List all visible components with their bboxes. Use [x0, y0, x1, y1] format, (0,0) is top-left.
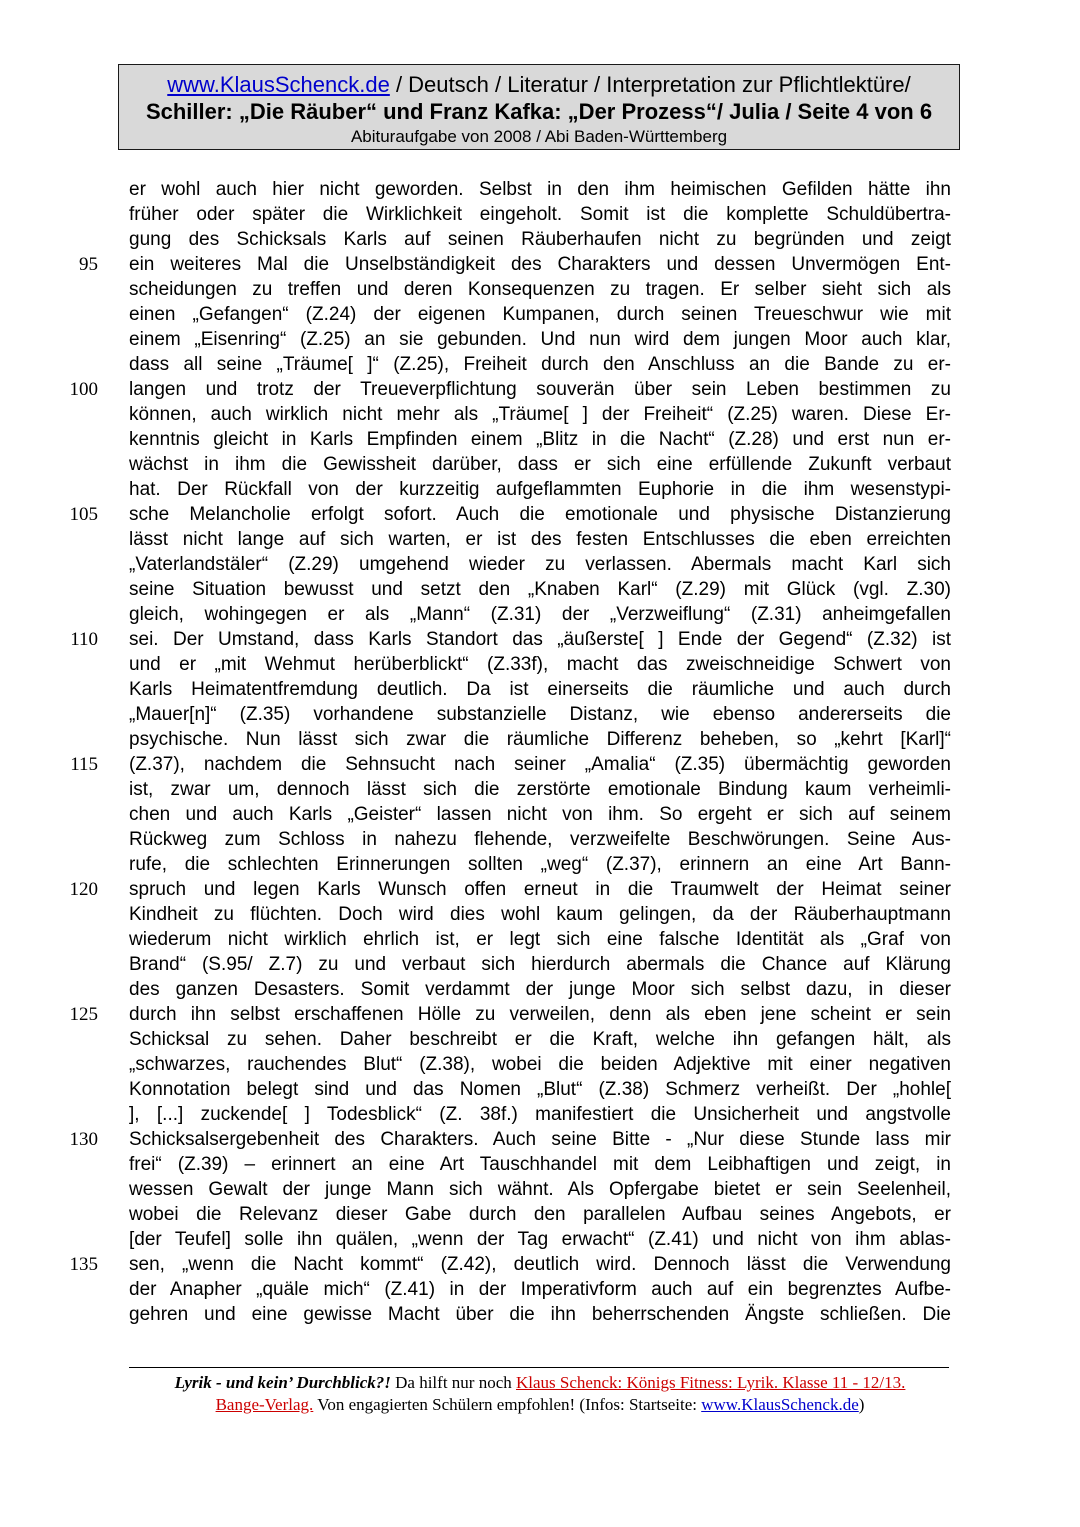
text-line: ], [...] zuckende[ ] Todesblick“ (Z. 38f.) manifestiert die Unsicherheit und angstvolle: [129, 1104, 951, 1125]
footer-text-1: Da hilft nur noch: [390, 1373, 516, 1392]
text-line: sche Melancholie erfolgt sofort. Auch die emotionale und physische Distanzierung: [129, 504, 951, 525]
header-site-link[interactable]: www.KlausSchenck.de: [167, 72, 390, 97]
line-number: 130: [69, 1129, 98, 1150]
body-text: [129, 177, 951, 1327]
text-line: „Vaterlandstäler“ (Z.29) umgehend wieder zu verlassen. Abermals macht Karl sich: [129, 554, 951, 575]
header-title: Schiller: „Die Räuber“ und Franz Kafka: „Der Prozess“/ Julia / Seite 4 von 6: [145, 99, 933, 124]
text-line: kenntnis gleicht in Karls Empfinden einem „Blitz in die Nacht“ (Z.28) und erst nun er-: [129, 429, 951, 450]
line-number: 115: [70, 754, 98, 775]
footer-publisher-link[interactable]: Bange-Verlag.: [215, 1395, 314, 1414]
text-line: früher oder später die Wirklichkeit eingeholt. Somit ist die komplette Schuldübertra-: [129, 204, 951, 225]
text-line: langen und trotz der Treueverpflichtung souverän über sein Leben bestimmen zu: [129, 379, 951, 400]
text-line: scheidungen zu treffen und deren Konsequenzen zu tragen. Er selber sieht sich als: [129, 279, 951, 300]
text-line: einem „Eisenring“ (Z.25) an sie gebunden. Und nun wird dem jungen Moor auch klar,: [129, 329, 951, 350]
text-line: rufe, die schlechten Erinnerungen sollten „weg“ (Z.37), erinnern an eine Art Bann-: [129, 854, 951, 875]
footer-divider: [129, 1367, 949, 1368]
footer-line-2: [100, 1394, 980, 1416]
text-line: gung des Schicksals Karls auf seinen Räuberhaufen nicht zu begründen und zeigt: [129, 229, 951, 250]
text-line: Schicksal zu sehen. Daher beschreibt er die Kraft, welche ihn gefangen hält, als: [129, 1029, 951, 1050]
footer-site-link[interactable]: www.KlausSchenck.de: [701, 1395, 859, 1414]
line-number: 105: [69, 504, 98, 525]
line-number: 135: [69, 1254, 98, 1275]
text-line: psychische. Nun lässt sich zwar die räumliche Differenz beheben, so „kehrt [Karl]“: [129, 729, 951, 750]
line-number: 125: [69, 1004, 98, 1025]
text-line: durch ihn selbst erschaffenen Hölle zu verweilen, denn als eben jene scheint er sein: [129, 1004, 951, 1025]
text-line: des ganzen Desasters. Somit verdammt der junge Moor sich selbst dazu, in dieser: [129, 979, 951, 1000]
text-line: wächst in ihm die Gewissheit darüber, dass er sich eine erfüllende Zukunft verbaut: [129, 454, 951, 475]
text-line: Brand“ (S.95/ Z.7) zu und verbaut sich hierdurch abermals die Chance auf Klärung: [129, 954, 951, 975]
text-line: gehren und eine gewisse Macht über die ihn beherrschenden Ängste schließen. Die: [129, 1304, 951, 1325]
text-line: Karls Heimatentfremdung deutlich. Da ist einerseits die räumliche und auch durch: [129, 679, 951, 700]
text-line: wiederum nicht wirklich ehrlich ist, er legt sich eine falsche Identität als „Graf von: [129, 929, 951, 950]
text-line: gleich, wohingegen er als „Mann“ (Z.31) der „Verzweiflung“ (Z.31) anheimgefallen: [129, 604, 951, 625]
text-line: dass all seine „Träume[ ]“ (Z.25), Freiheit durch den Anschluss an die Bande zu er-: [129, 354, 951, 375]
text-line: er wohl auch hier nicht geworden. Selbst in den ihm heimischen Gefilden hätte ihn: [129, 179, 951, 200]
footer-text-3: ): [858, 1395, 865, 1414]
text-line: wessen Gewalt der junge Mann sich wähnt. Als Opfergabe bietet er sein Seelenheil,: [129, 1179, 951, 1200]
footer-lead: Lyrik - und kein’ Durchblick?!: [174, 1373, 391, 1392]
text-line: Rückweg zum Schloss in nahezu flehende, verzweifelte Beschwörungen. Seine Aus-: [129, 829, 951, 850]
text-line: „schwarzes, rauchendes Blut“ (Z.38), wobei die beiden Adjektive mit einer negativen: [129, 1054, 951, 1075]
header-subtitle: Abituraufgabe von 2008 / Abi Baden-Württemberg: [350, 127, 728, 146]
text-line: „Mauer[n]“ (Z.35) vorhandene substanzielle Distanz, wie ebenso andererseits die: [129, 704, 951, 725]
text-line: (Z.37), nachdem die Sehnsucht nach seiner „Amalia“ (Z.35) übermächtig geworden: [129, 754, 951, 775]
text-line: und er „mit Wehmut herüberblickt“ (Z.33f), macht das zweischneidige Schwert von: [129, 654, 951, 675]
footer-text-2: Von engagierten Schülern empfohlen! (Infos: Startseite:: [313, 1395, 702, 1414]
text-line: frei“ (Z.39) – erinnert an eine Art Tauschhandel mit dem Leibhaftigen und zeigt, in: [129, 1154, 951, 1175]
text-line: können, auch wirklich nicht mehr als „Träume[ ] der Freiheit“ (Z.25) waren. Diese Er-: [129, 404, 951, 425]
footer-book-link[interactable]: Klaus Schenck: Königs Fitness: Lyrik. Klasse 11 - 12/13.: [516, 1373, 906, 1392]
text-line: Kindheit zu flüchten. Doch wird dies wohl kaum gelingen, da der Räuberhauptmann: [129, 904, 951, 925]
text-line: lässt nicht lange auf sich warten, er ist des festen Entschlusses die eben erreichten: [129, 529, 951, 550]
text-line: wobei die Relevanz dieser Gabe durch den parallelen Aufbau seines Angebots, er: [129, 1204, 951, 1225]
line-number: 100: [69, 379, 98, 400]
text-line: sen, „wenn die Nacht kommt“ (Z.42), deutlich wird. Dennoch lässt die Verwendung: [129, 1254, 951, 1275]
line-number: 95: [79, 254, 98, 275]
header-line-1: [119, 71, 959, 99]
text-line: spruch und legen Karls Wunsch offen erneut in die Traumwelt der Heimat seiner: [129, 879, 951, 900]
line-number: 110: [70, 629, 98, 650]
page-header: [118, 64, 960, 150]
text-line: chen und auch Karls „Geister“ lassen nicht von ihm. So ergeht er sich auf seinem: [129, 804, 951, 825]
text-line: einen „Gefangen“ (Z.24) der eigenen Kumpanen, durch seinen Treueschwur wie mit: [129, 304, 951, 325]
text-line: Konnotation belegt sind und das Nomen „Blut“ (Z.38) Schmerz verheißt. Der „hohle[: [129, 1079, 951, 1100]
text-line: ist, zwar um, dennoch lässt sich die zerstörte emotionale Bindung kaum verheimli-: [129, 779, 951, 800]
text-line: Schicksalsergebenheit des Charakters. Auch seine Bitte - „Nur diese Stunde lass mir: [129, 1129, 951, 1150]
text-line: sei. Der Umstand, dass Karls Standort das „äußerste[ ] Ende der Gegend“ (Z.32) ist: [129, 629, 951, 650]
page-footer: [100, 1372, 980, 1416]
text-line: hat. Der Rückfall von der kurzzeitig aufgeflammten Euphorie in die ihm wesenstypi-: [129, 479, 951, 500]
text-line: der Anapher „quäle mich“ (Z.41) in der Imperativform auch auf ein begrenztes Aufbe-: [129, 1279, 951, 1300]
text-line: [der Teufel] solle ihn quälen, „wenn der Tag erwacht“ (Z.41) und nicht von ihm ablas-: [129, 1229, 951, 1250]
text-line: seine Situation bewusst und setzt den „Knaben Karl“ (Z.29) mit Glück (vgl. Z.30): [129, 579, 951, 600]
header-line-1-rest: / Deutsch / Literatur / Interpretation zur Pflichtlektüre/: [389, 72, 911, 97]
footer-line-1: [100, 1372, 980, 1394]
text-line: ein weiteres Mal die Unselbständigkeit des Charakters und dessen Unvermögen Ent-: [129, 254, 951, 275]
line-number: 120: [69, 879, 98, 900]
